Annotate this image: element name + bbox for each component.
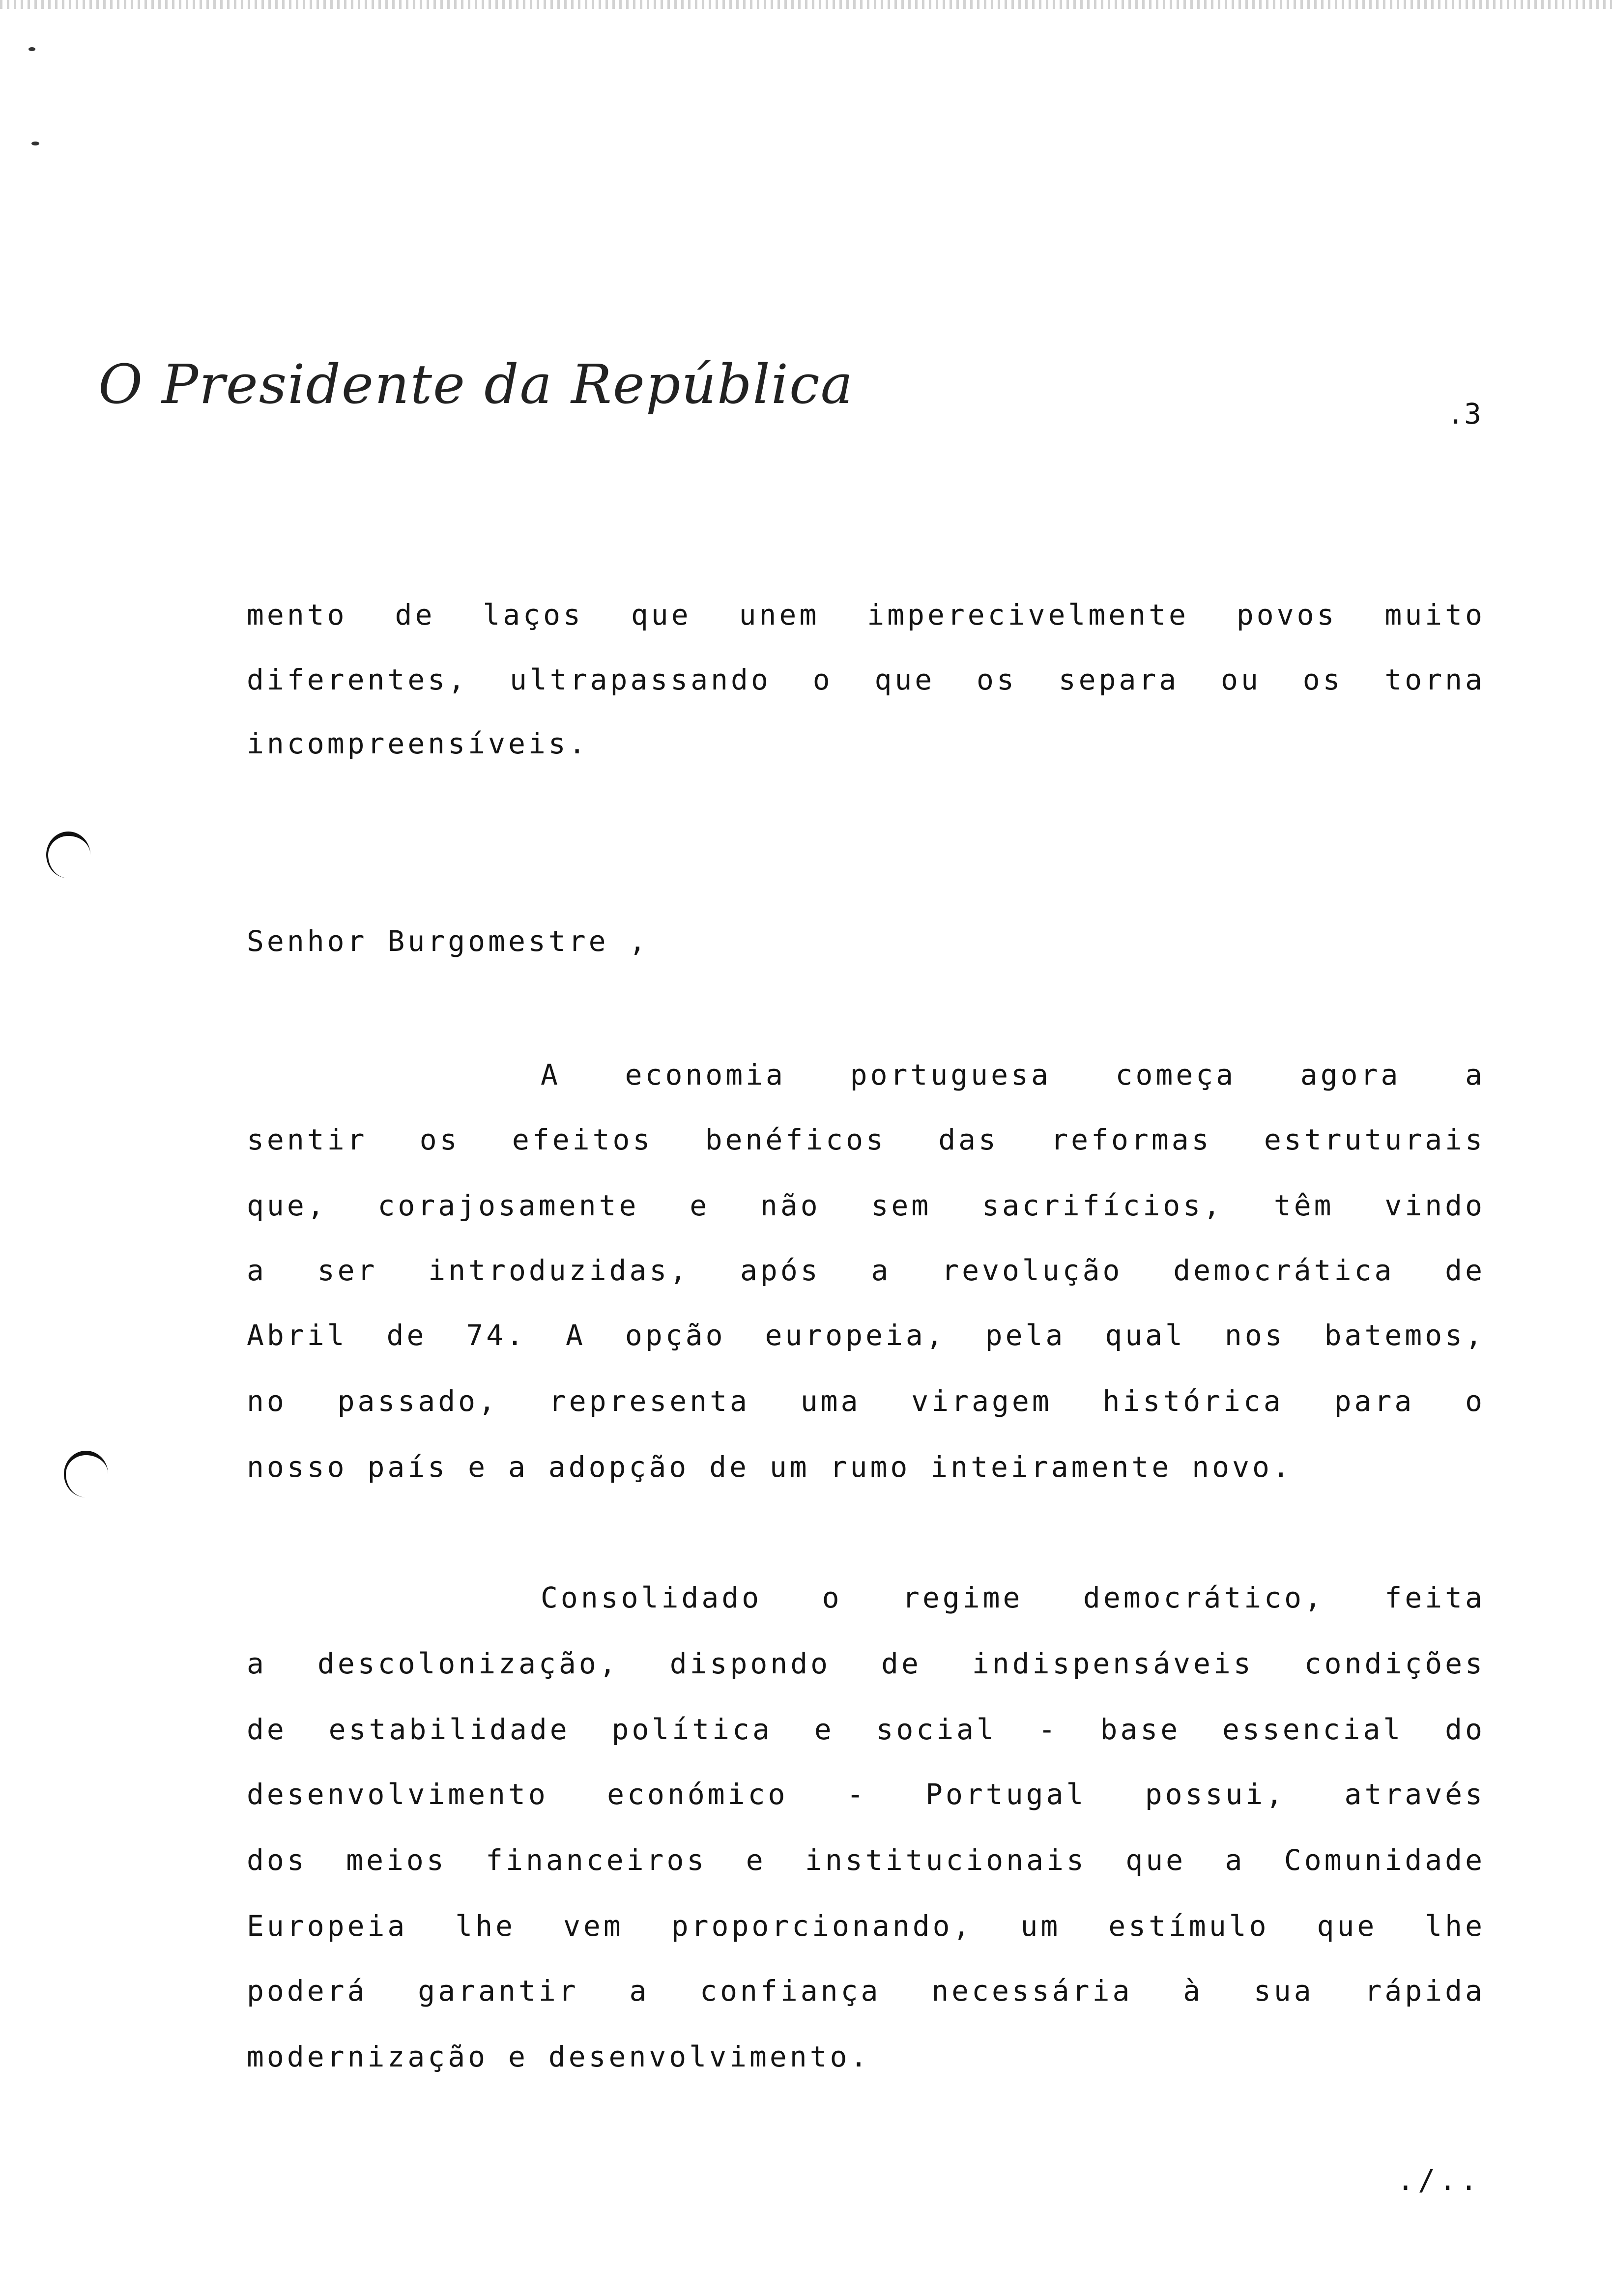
body-text-line: dos meios financeiros e institucionais que a Comunidade [247,1843,1485,1877]
body-text-line: mento de laços que unem imperecivelmente povos muito [247,598,1485,631]
body-text-line: Abril de 74. A opção europeia, pela qual nos batemos, [247,1319,1485,1352]
salutation: Senhor Burgomestre , [247,924,649,958]
continuation-mark: ./.. [1397,2163,1481,2197]
scan-speck [31,142,39,145]
body-text-line: Europeia lhe vem proporcionando, um estímulo que lhe [247,1909,1485,1943]
scan-speck [29,47,35,51]
scanned-page-edge [0,0,1612,9]
punch-hole-mark [64,1451,108,1497]
body-text-line: incompreensíveis. [247,727,589,760]
body-text-line: sentir os efeitos benéficos das reformas estruturais [247,1123,1485,1156]
body-text-line: poderá garantir a confiança necessária à sua rápida [247,1974,1485,2008]
letterhead: O Presidente da República [98,353,854,416]
body-text-line: diferentes, ultrapassando o que os separa ou os torna [247,663,1485,696]
page-number: .3 [1447,397,1481,430]
body-text-line: no passado, representa uma viragem histórica para o [247,1384,1485,1418]
punch-hole-mark [46,832,90,878]
body-text-line: A economia portuguesa começa agora a [541,1058,1485,1091]
body-text-line: de estabilidade política e social - base essencial do [247,1713,1485,1746]
body-text-line: a descolonização, dispondo de indispensáveis condições [247,1647,1485,1680]
body-text-line: nosso país e a adopção de um rumo inteiramente novo. [247,1450,1293,1484]
body-text-line: Consolidado o regime democrático, feita [541,1581,1485,1614]
body-text-line: a ser introduzidas, após a revolução democrática de [247,1254,1485,1287]
body-text-line: desenvolvimento económico - Portugal possui, através [247,1778,1485,1811]
body-text-line: modernização e desenvolvimento. [247,2040,870,2073]
body-text-line: que, corajosamente e não sem sacrifícios, têm vindo [247,1189,1485,1222]
